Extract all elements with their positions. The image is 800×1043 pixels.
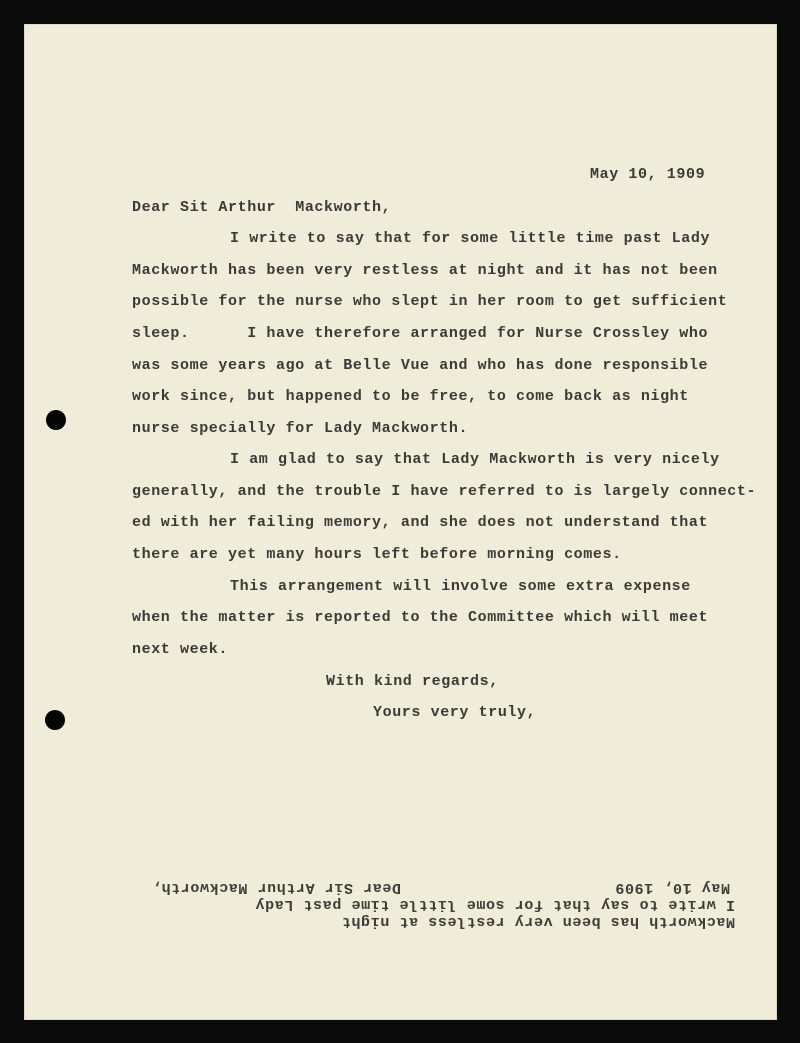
offset-line: Mackworth has been very restless at night: [341, 913, 735, 930]
body-line: nurse specially for Lady Mackworth.: [132, 420, 469, 437]
salutation: Dear Sit Arthur Mackworth,: [132, 199, 392, 216]
letter-date: May 10, 1909: [590, 166, 706, 183]
offset-date: May 10, 1909: [614, 879, 730, 896]
body-line: work since, but happened to be free, to come back as night: [132, 388, 689, 405]
closing-signoff: Yours very truly,: [373, 704, 537, 721]
body-line: ed with her failing memory, and she does not understand that: [132, 514, 709, 531]
body-line: I am glad to say that Lady Mackworth is very nicely: [230, 451, 720, 468]
body-line: This arrangement will involve some extra expense: [230, 578, 691, 595]
offset-copy: [24, 24, 777, 1020]
punch-hole-bottom: [45, 710, 65, 730]
punch-hole-top: [46, 410, 66, 430]
body-line: generally, and the trouble I have referred to is largely connect-: [132, 483, 757, 500]
letter-page: [24, 24, 777, 1020]
body-line: there are yet many hours left before morning comes.: [132, 546, 622, 563]
body-line: was some years ago at Belle Vue and who has done responsible: [132, 357, 709, 374]
body-line: sleep. I have therefore arranged for Nurse Crossley who: [132, 325, 709, 342]
body-line: possible for the nurse who slept in her room to get sufficient: [132, 293, 728, 310]
body-line: I write to say that for some little time past Lady: [230, 230, 711, 247]
body-line: Mackworth has been very restless at night and it has not been: [132, 262, 718, 279]
body-line: when the matter is reported to the Committee which will meet: [132, 609, 709, 626]
body-line: next week.: [132, 641, 229, 658]
closing-regards: With kind regards,: [326, 673, 499, 690]
offset-salutation: Dear Sir Arthur Mackworth,: [151, 879, 401, 896]
offset-line: I write to say that for some little time past Lady: [254, 896, 735, 913]
